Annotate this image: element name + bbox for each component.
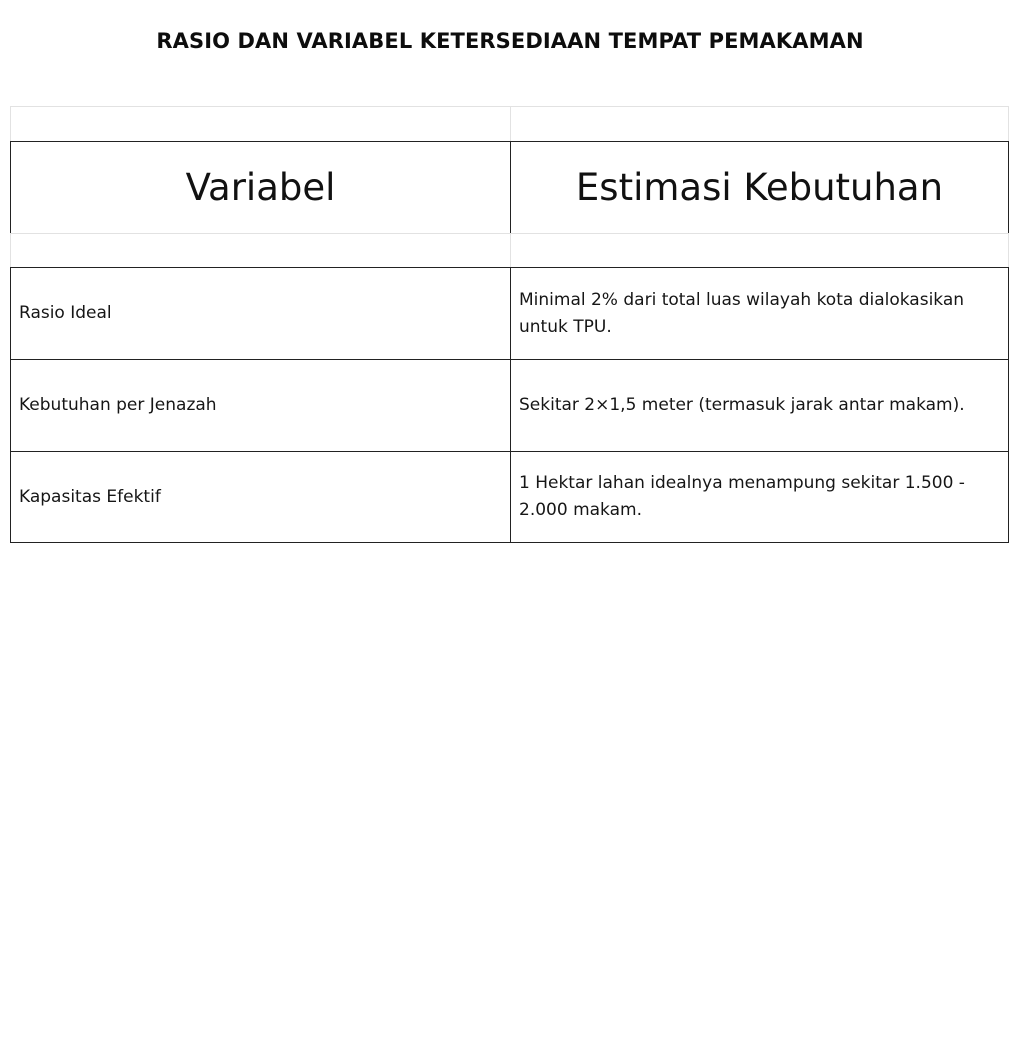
table-spacer-row (10, 233, 1009, 267)
table-header-row (10, 141, 1009, 233)
table-spacer-cell (10, 106, 510, 141)
header-variabel: Variabel (10, 141, 510, 233)
page-title: RASIO DAN VARIABEL KETERSEDIAAN TEMPAT PEMAKAMAN (156, 29, 864, 53)
header-estimasi-kebutuhan: Estimasi Kebutuhan (510, 141, 1009, 233)
table-row (10, 267, 1009, 359)
cell-variabel: Kapasitas Efektif (10, 451, 510, 543)
table-spacer-cell (510, 106, 1009, 141)
cell-variabel: Rasio Ideal (10, 267, 510, 359)
table-spacer-cell (10, 233, 510, 267)
cell-estimasi: Sekitar 2×1,5 meter (termasuk jarak antar makam). (510, 359, 1009, 451)
table-spacer-cell (510, 233, 1009, 267)
cell-variabel: Kebutuhan per Jenazah (10, 359, 510, 451)
table-spacer-row (10, 106, 1009, 141)
table-row (10, 359, 1009, 451)
cell-estimasi: Minimal 2% dari total luas wilayah kota dialokasikan untuk TPU. (510, 267, 1009, 359)
table-row (10, 451, 1009, 543)
variable-table (10, 106, 1009, 543)
cell-estimasi: 1 Hektar lahan idealnya menampung sekitar 1.500 - 2.000 makam. (510, 451, 1009, 543)
